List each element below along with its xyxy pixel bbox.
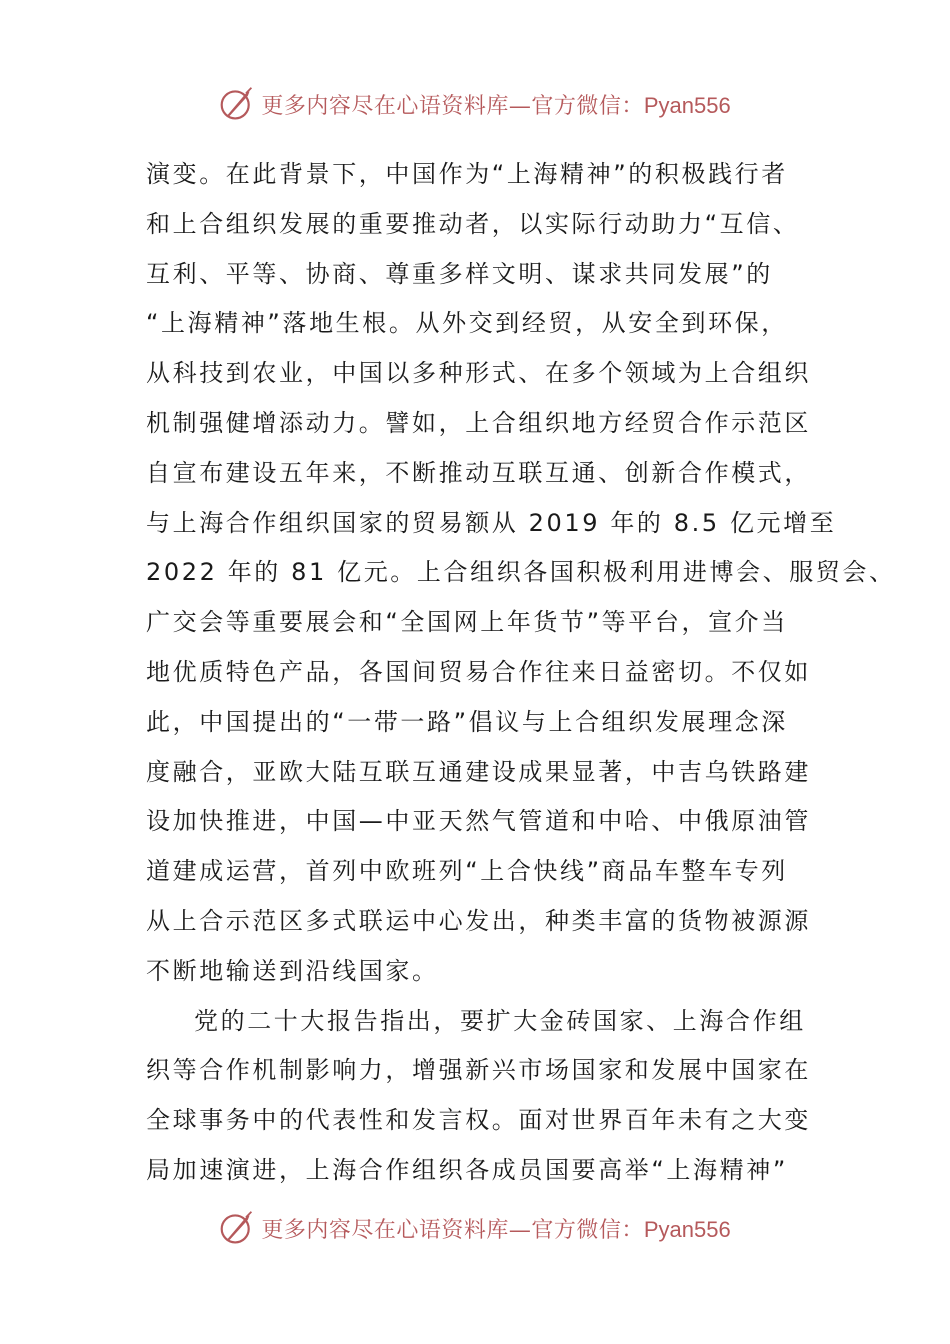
- text-line: 自宣布建设五年来，不断推动互联互通、创新合作模式，: [146, 458, 811, 487]
- text-line: 演变。在此背景下，中国作为“上海精神”的积极践行者: [146, 160, 788, 188]
- document-body: [146, 150, 896, 1196]
- header-banner: [0, 84, 950, 124]
- text-line: 全球事务中的代表性和发言权。面对世界百年未有之大变: [146, 1106, 811, 1135]
- text-line: 不断地输送到沿线国家。: [146, 956, 439, 985]
- text-line: 广交会等重要展会和“全国网上年货节”等平台，宣介当: [146, 608, 788, 637]
- text-line: 局加速演进，上海合作组织各成员国要高举“上海精神”: [146, 1155, 788, 1184]
- quill-logo-icon: [219, 86, 255, 122]
- banner-text: 更多内容尽在心语资料库—官方微信：Pyan556: [261, 92, 731, 119]
- text-line: 设加快推进，中国—中亚天然气管道和中哈、中俄原油管: [146, 807, 811, 836]
- text-line: 互利、平等、协商、尊重多样文明、谋求共同发展”的: [146, 259, 773, 288]
- text-line: 2022 年的 81 亿元。上合组织各国积极利用进博会、服贸会、: [146, 558, 896, 587]
- text-line: 地优质特色产品，各国间贸易合作往来日益密切。不仅如: [146, 657, 811, 686]
- text-line: 织等合作机制影响力，增强新兴市场国家和发展中国家在: [146, 1056, 811, 1085]
- banner-account: Pyan556: [643, 92, 731, 118]
- text-line: 道建成运营，首列中欧班列“上合快线”商品车整车专列: [146, 857, 788, 886]
- paragraph-start-line: 党的二十大报告指出，要扩大金砖国家、上海合作组: [194, 1006, 806, 1035]
- banner-text: 更多内容尽在心语资料库—官方微信：Pyan556: [261, 1216, 731, 1243]
- quill-logo-icon: [219, 1210, 255, 1246]
- text-line: 和上合组织发展的重要推动者，以实际行动助力“互信、: [146, 209, 800, 238]
- text-line: 度融合，亚欧大陆互联互通建设成果显著，中吉乌铁路建: [146, 757, 811, 786]
- text-line: 从科技到农业，中国以多种形式、在多个领域为上合组织: [146, 359, 811, 388]
- banner-account: Pyan556: [643, 1216, 731, 1242]
- text-line: 此，中国提出的“一带一路”倡议与上合组织发展理念深: [146, 707, 788, 736]
- footer-banner: [0, 1208, 950, 1248]
- text-line: 从上合示范区多式联运中心发出，种类丰富的货物被源源: [146, 906, 811, 935]
- text-line: “上海精神”落地生根。从外交到经贸，从安全到环保，: [146, 309, 788, 338]
- text-line: 机制强健增添动力。譬如，上合组织地方经贸合作示范区: [146, 408, 811, 437]
- text-line: 与上海合作组织国家的贸易额从 2019 年的 8.5 亿元增至: [146, 508, 837, 537]
